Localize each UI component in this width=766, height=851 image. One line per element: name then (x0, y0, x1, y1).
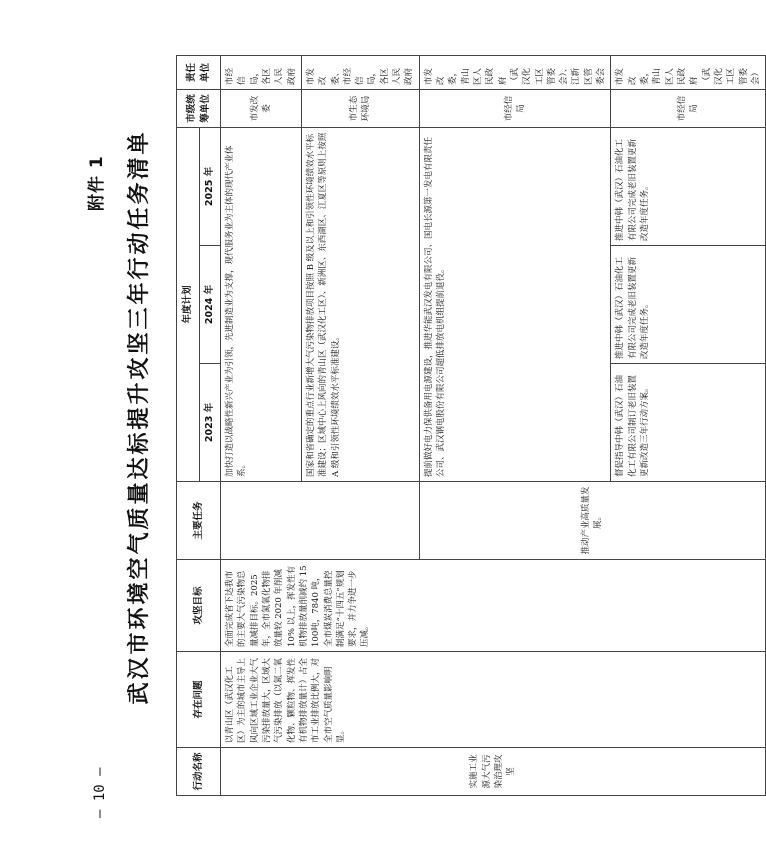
cell-problem: 以青山区（武汉化工区）为主的城市主导上风向区域工业企业大气污染排放量大，区域大气污染排放（以氮二氧化物、颗粒物、挥发性有机物排放量计）占全市工业排放比例大，对全市空气质量影响明显。 (221, 652, 766, 748)
page-number: — 10 — (92, 767, 108, 818)
header-row (177, 56, 200, 796)
header-responsible: 责任单位 (177, 56, 221, 90)
cell-lead-unit: 市生态环境局 (301, 90, 419, 128)
header-action-name: 行动名称 (177, 748, 221, 796)
cell-lead-unit: 市经信局 (419, 90, 611, 128)
cell-plan: 加快打造以战略性新兴产业为引领，先进制造业为支撑，现代服务业为主体的现代产业体系。 (221, 128, 302, 482)
cell-plan-2023: 督促指导中韩（武汉）石油化工有限公司制订老旧装置更新改造三年行动方案。 (611, 364, 766, 482)
cell-responsible: 市经信局，各区人民政府 (221, 56, 302, 90)
cell-responsible: 市发改委，青山区人民政府（武汉化工区管委会）、江新区管委会 (419, 56, 611, 90)
cell-plan-2025: 推进中韩（武汉）石油化工有限公司完成老旧装置更新改造年度任务。 (611, 128, 766, 246)
cell-lead-unit: 市发改委 (221, 90, 302, 128)
cell-plan-2024: 推进中韩（武汉）石油化工有限公司完成老旧装置更新改造年度任务。 (611, 246, 766, 364)
header-target: 攻坚目标 (177, 560, 221, 652)
header-main-task: 主要任务 (177, 482, 221, 560)
header-lead-unit: 市级统筹单位 (177, 90, 221, 128)
cell-main-task-empty (221, 482, 420, 560)
header-annual-plan: 年度计划 (177, 128, 200, 482)
header-year-2023: 2023 年 (200, 364, 221, 482)
document-title: 武汉市环境空气质量达标提升攻坚三年行动任务清单 (126, 129, 152, 705)
attachment-label: 附件 1 (87, 155, 107, 211)
cell-plan: 国家和省确定的重点行业新增大气污染物排放项目按照 B 级及以上和引领性环境绩效水平标准建设；区域中心上风向的青山区（武汉化工区）、新洲区、东西湖区、江夏区等原则上按照 A 级和引领性环境绩效水平标准建设。 (301, 128, 419, 482)
cell-target: 全面完成省下达我市的主要大气污染物总量减排目标。2025 年，全市氮氧化物排放量较 2020 年削减 10% 以上，挥发性有机物排放量削减约 15100吨，7840 吨，全市煤炭消费总量控制满足“十四五”规划要求，并力争进一步压减。 (221, 560, 766, 652)
cell-main-task: 推动产业高质量发展。 (419, 482, 765, 560)
table-row (221, 56, 302, 796)
header-year-2024: 2024 年 (200, 246, 221, 364)
cell-action-name: 实施工业源大气污染治理攻坚 (221, 748, 766, 796)
cell-plan: 提前做好电力保供备用电源建设，推进华能武汉发电有限公司、国电长源第一发电有限责任公司、武汉钢电股份有限公司超低排放电机组提前退役。 (419, 128, 611, 482)
cell-responsible: 市发改委、市经信局，各区人民政府 (301, 56, 419, 90)
task-table (176, 55, 766, 796)
cell-lead-unit: 市经信局 (611, 90, 766, 128)
header-year-2025: 2025 年 (200, 128, 221, 246)
header-problem: 存在问题 (177, 652, 221, 748)
cell-responsible: 市发改委，青山区人民政府（武汉化工区管委会） (611, 56, 766, 90)
